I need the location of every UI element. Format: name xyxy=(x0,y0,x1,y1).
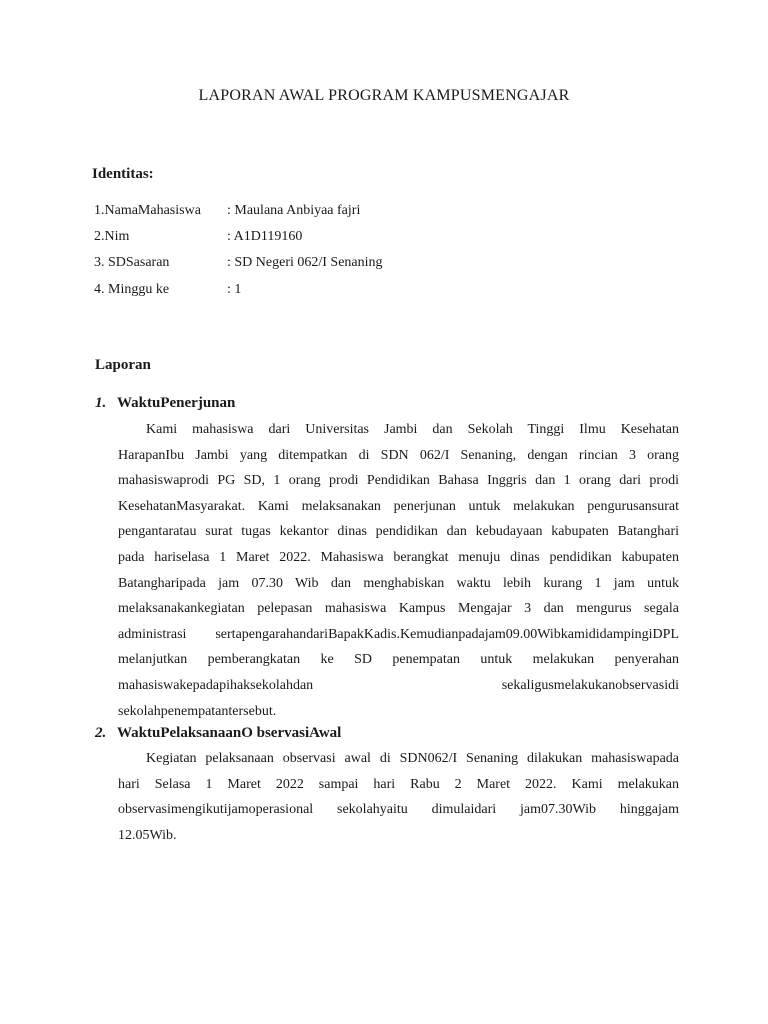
paragraph-line: mahasiswakepadapihaksekolahdan sekaligusmelakukanobservasidi xyxy=(118,677,679,693)
section-title: WaktuPelaksanaanO bservasiAwal xyxy=(117,725,342,741)
paragraph-line: melanjutkan pemberangkatan ke SD penempatan untuk melakukan penyerahan xyxy=(118,652,679,668)
identitas-heading: Identitas: xyxy=(92,166,154,182)
identitas-label: 3. SDSasaran xyxy=(94,255,170,270)
paragraph-line: mahasiswaprodi PG SD, 1 orang prodi Pendidikan Bahasa Inggris dan 1 orang dari prodi xyxy=(118,473,679,489)
section-paragraph xyxy=(118,417,679,724)
paragraph-line: HarapanIbu Jambi yang ditempatkan di SDN 062/I Senaning, dengan rincian 3 orang xyxy=(118,447,679,463)
paragraph-line: Kami mahasiswa dari Universitas Jambi dan Sekolah Tinggi Ilmu Kesehatan xyxy=(146,422,679,437)
identitas-label: 2.Nim xyxy=(94,229,130,244)
paragraph-line: observasimengikutijamoperasional sekolahyaitu dimulaidari jam07.30Wib hinggajam xyxy=(118,802,679,818)
laporan-heading: Laporan xyxy=(95,357,151,373)
paragraph-line: hari Selasa 1 Maret 2022 sampai hari Rabu 2 Maret 2022. Kami melakukan xyxy=(118,776,679,792)
section-number: 1. xyxy=(95,395,107,411)
identitas-label: 1.NamaMahasiswa xyxy=(94,203,201,218)
identitas-label: 4. Minggu ke xyxy=(94,282,170,297)
paragraph-line: 12.05Wib. xyxy=(118,827,177,843)
identitas-value: : A1D119160 xyxy=(227,229,303,244)
section-number: 2. xyxy=(95,725,107,741)
section-heading-observasi-awal xyxy=(95,725,341,742)
paragraph-line: Batangharipada jam 07.30 Wib dan menghabiskan waktu lebih kurang 1 jam untuk xyxy=(118,575,679,591)
paragraph-line: melaksanakankegiatan pelepasan mahasiswa Kampus Mengajar 3 dan mengurus segala xyxy=(118,601,679,617)
paragraph-line: pengantaratau surat tugas kekantor dinas pendidikan dan kebudayaan kabupaten Batanghari xyxy=(118,524,679,540)
identitas-value: : 1 xyxy=(227,282,242,297)
section-heading-waktu-penerjunan xyxy=(95,395,235,412)
identitas-value: : Maulana Anbiyaa fajri xyxy=(227,203,361,218)
identitas-value: : SD Negeri 062/I Senaning xyxy=(227,255,383,270)
paragraph-line: KesehatanMasyarakat. Kami melaksanakan penerjunan untuk melakukan pengurusansurat xyxy=(118,498,679,514)
paragraph-line: sekolahpenempatantersebut. xyxy=(118,703,277,719)
document-title: LAPORAN AWAL PROGRAM KAMPUSMENGAJAR xyxy=(198,87,570,104)
paragraph-line: administrasi sertapengarahandariBapakKadis.Kemudianpadajam09.00WibkamididampingiDPL xyxy=(118,626,679,642)
paragraph-line: Kegiatan pelaksanaan observasi awal di SDN062/I Senaning dilakukan mahasiswapada xyxy=(146,751,679,766)
section-paragraph xyxy=(118,746,679,848)
paragraph-line: pada hariselasa 1 Maret 2022. Mahasiswa berangkat menuju dinas pendidikan kabupaten xyxy=(118,549,679,565)
section-title: WaktuPenerjunan xyxy=(117,395,236,411)
